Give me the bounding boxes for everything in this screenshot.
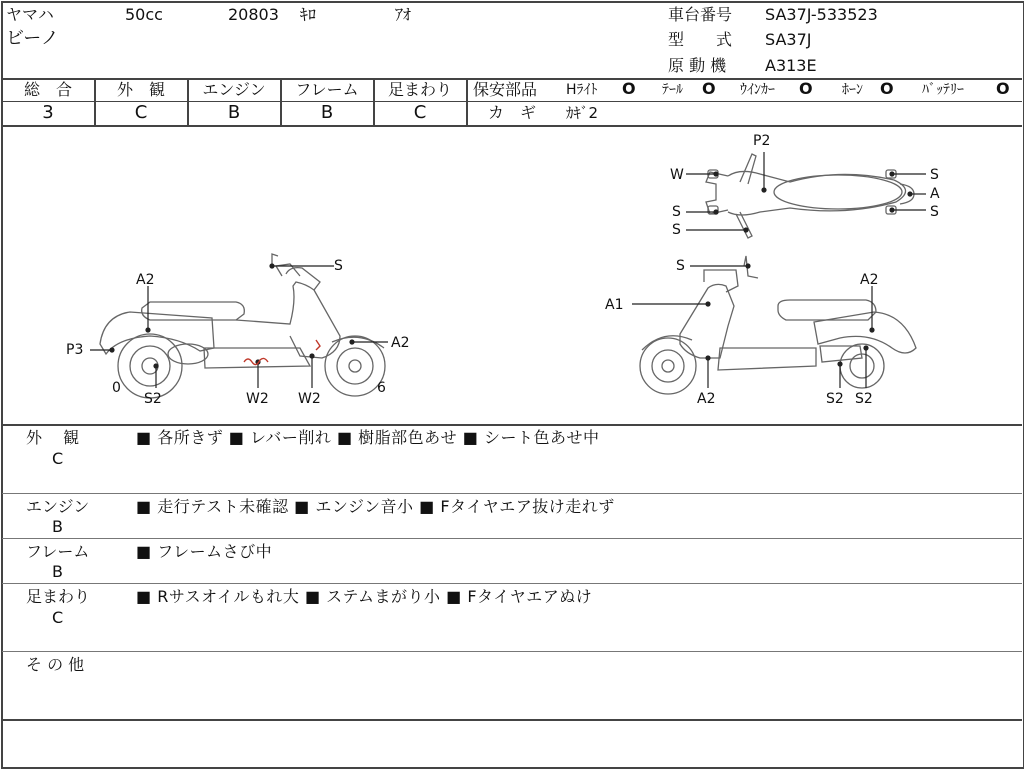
engine-section-grade: B	[52, 517, 63, 536]
headlight-label: Hﾗｲﾄ	[566, 82, 598, 98]
key-label: カ ギ	[488, 103, 537, 122]
frame-notes: ■ フレームさび中	[136, 542, 273, 561]
label-top-s-left1: S	[672, 204, 681, 220]
label-left-s-mirror: S	[334, 258, 343, 274]
frame-section-title: フレーム	[26, 542, 90, 561]
suspension-section-title: 足まわり	[26, 587, 91, 606]
label-right-s2-a: S2	[826, 391, 844, 407]
mileage: 20803	[228, 5, 279, 24]
label-left-w2-b: W2	[298, 391, 321, 407]
winker-ok-mark: O	[799, 79, 813, 98]
taillight-ok-mark: O	[702, 79, 716, 98]
winker-label: ｳｲﾝｶｰ	[740, 82, 775, 98]
label-right-a2-bottom: A2	[697, 391, 716, 407]
engine-grade-label: エンジン	[202, 80, 266, 99]
label-top-a: A	[930, 186, 940, 202]
label-top-s-right2: S	[930, 204, 939, 220]
divider	[2, 651, 1022, 652]
headlight-ok-mark: O	[622, 79, 636, 98]
frame-section-grade: B	[52, 562, 63, 581]
engine-notes: ■ 走行テスト未確認 ■ エンジン音小 ■ Fタイヤエア抜け走れず	[136, 497, 615, 516]
frame-grade: B	[320, 102, 334, 123]
frame-grade-label: フレーム	[295, 80, 359, 99]
color: ｱｵ	[395, 5, 412, 24]
safety-parts-label: 保安部品	[473, 80, 538, 99]
type-label: 型 式	[668, 30, 733, 49]
battery-label: ﾊﾞｯﾃﾘｰ	[922, 82, 964, 98]
suspension-grade: C	[413, 102, 427, 123]
exterior-section-title: 外 観	[26, 428, 80, 447]
label-left-a2-front: A2	[391, 335, 410, 351]
label-left-six: 6	[377, 380, 386, 396]
taillight-label: ﾃｰﾙ	[662, 82, 683, 98]
key-value: ｶｷﾞ2	[566, 104, 599, 122]
horn-label: ﾎｰﾝ	[842, 82, 863, 98]
label-top-s-right1: S	[930, 167, 939, 183]
exterior-grade: C	[134, 102, 148, 123]
label-right-a1: A1	[605, 297, 624, 313]
label-top-p2: P2	[753, 133, 771, 149]
label-right-a2-seat: A2	[860, 272, 879, 288]
label-left-p3: P3	[66, 342, 84, 358]
type-value: SA37J	[765, 30, 812, 49]
label-top-s-left2: S	[672, 222, 681, 238]
suspension-grade-label: 足まわり	[387, 80, 452, 99]
overall-grade: 3	[42, 102, 54, 123]
divider	[2, 493, 1022, 494]
maker: ヤマハ	[6, 5, 54, 24]
battery-ok-mark: O	[996, 79, 1010, 98]
divider	[2, 538, 1022, 539]
divider	[2, 424, 1022, 426]
other-section-title: そ の 他	[26, 655, 85, 674]
frame-no: SA37J-533523	[765, 5, 878, 24]
divider	[466, 101, 1022, 102]
label-top-w: W	[670, 167, 684, 183]
exterior-section-grade: C	[52, 449, 64, 468]
horn-ok-mark: O	[880, 79, 894, 98]
suspension-notes: ■ Rサスオイルもれ大 ■ ステムまがり小 ■ Fタイヤエアぬけ	[136, 587, 593, 606]
displacement: 50cc	[125, 5, 163, 24]
label-left-w2-a: W2	[246, 391, 269, 407]
engine-label: 原 動 機	[668, 56, 727, 75]
engine-section-title: エンジン	[26, 497, 90, 516]
label-right-s2-b: S2	[855, 391, 873, 407]
divider	[2, 719, 1022, 721]
mileage-unit: ｷﾛ	[300, 5, 317, 24]
overall-label: 総 合	[23, 80, 72, 99]
suspension-section-grade: C	[52, 608, 64, 627]
model-name: ビーノ	[6, 28, 59, 49]
label-right-s-mirror: S	[676, 258, 685, 274]
engine-value: A313E	[765, 56, 817, 75]
divider	[466, 78, 468, 126]
divider	[2, 583, 1022, 584]
frame-no-label: 車台番号	[668, 5, 733, 24]
label-left-a2-seat: A2	[136, 272, 155, 288]
label-left-zero: 0	[112, 380, 121, 396]
engine-grade: B	[227, 102, 241, 123]
label-left-s2: S2	[144, 391, 162, 407]
scooter-top-view	[706, 154, 914, 238]
exterior-notes: ■ 各所きず ■ レバー削れ ■ 樹脂部色あせ ■ シート色あせ中	[136, 428, 600, 447]
exterior-label: 外 観	[116, 80, 165, 99]
